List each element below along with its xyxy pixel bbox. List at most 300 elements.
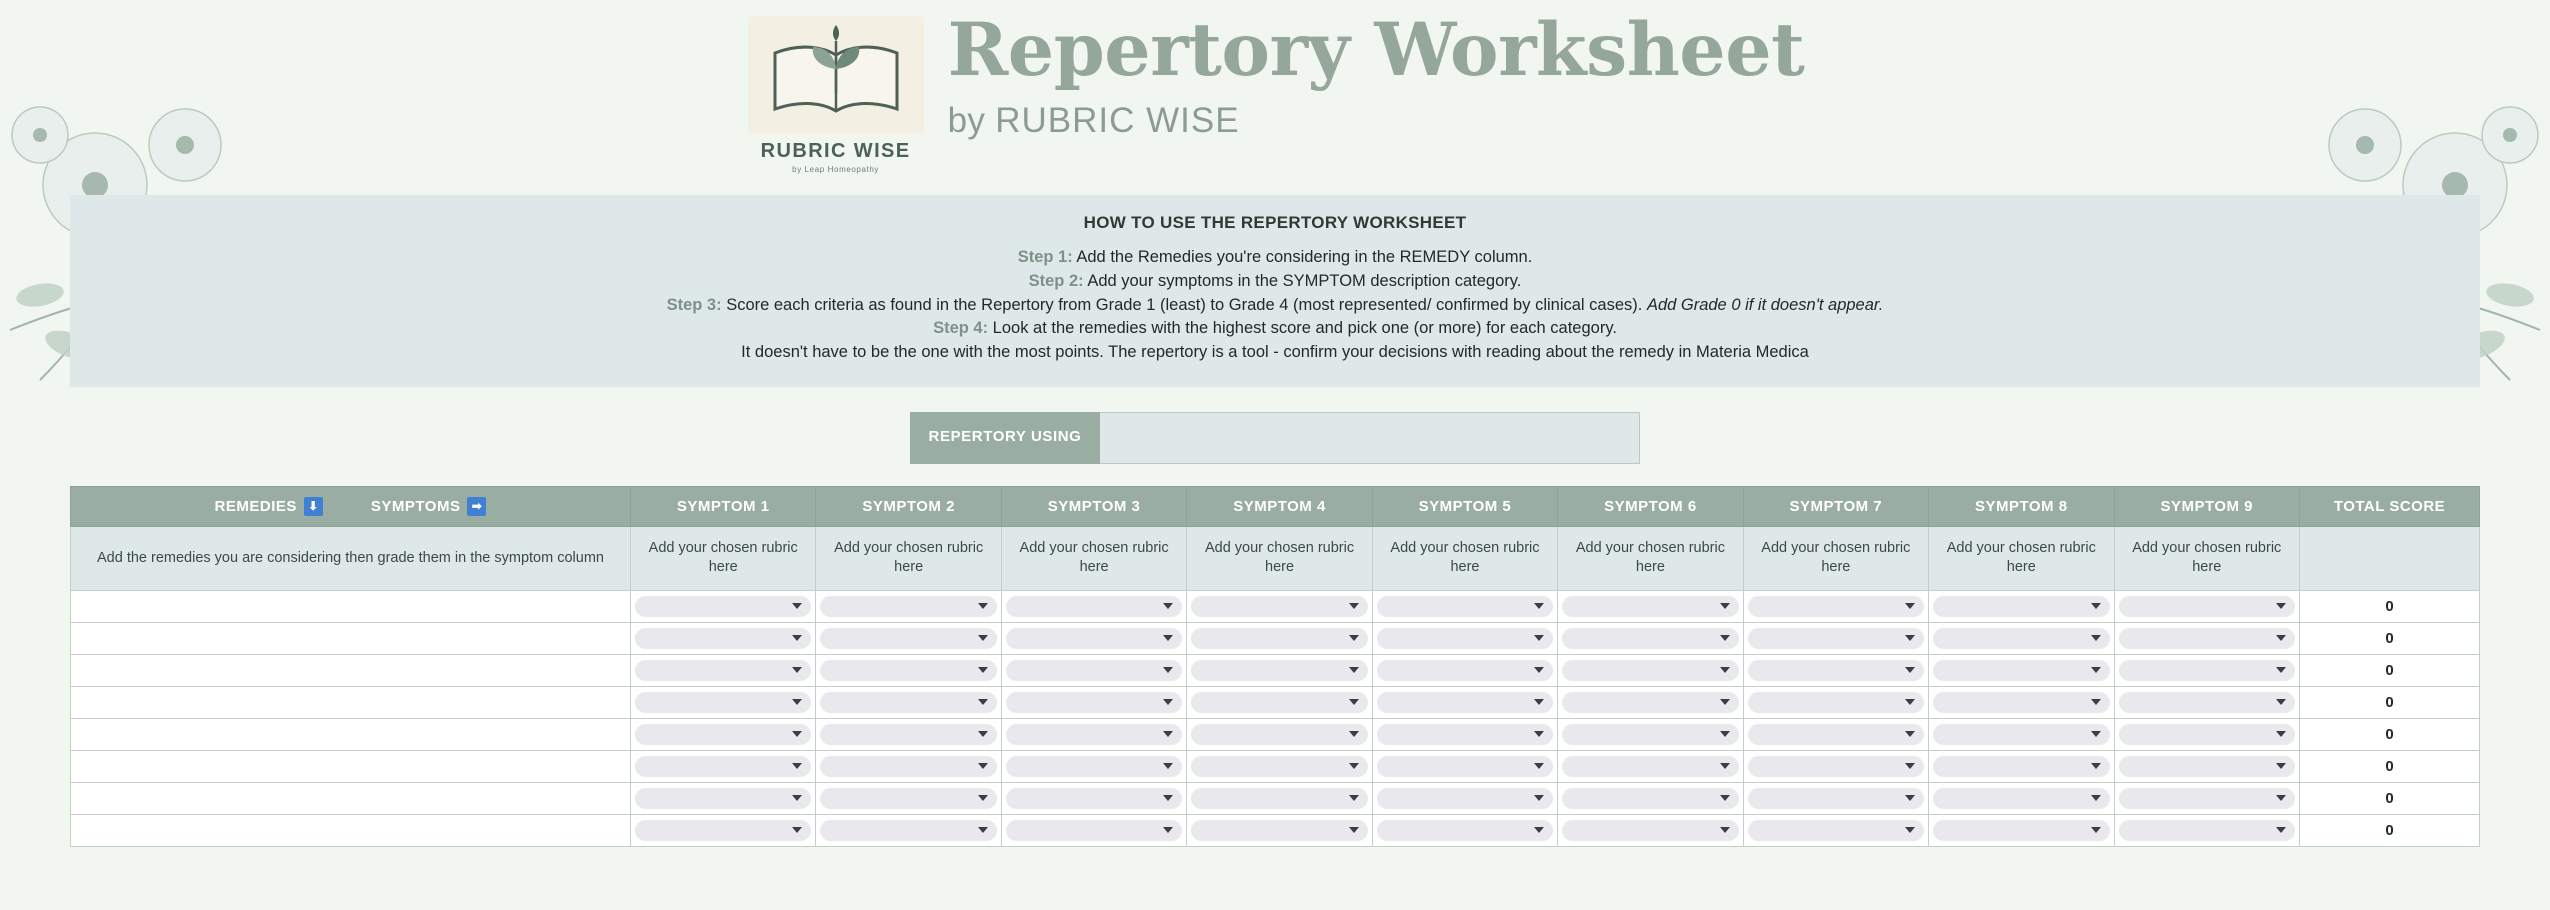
grade-dropdown[interactable] (635, 820, 811, 841)
total-score-cell: 0 (2300, 814, 2480, 846)
grade-cell (1929, 686, 2114, 718)
chevron-down-icon (792, 731, 802, 737)
chevron-down-icon (1720, 635, 1730, 641)
page-title: Repertory Worksheet (947, 7, 1805, 93)
grade-cell (1743, 590, 1928, 622)
grade-dropdown[interactable] (1933, 724, 2109, 745)
header-symptom-2: SYMPTOM 2 (816, 486, 1001, 526)
hint-symptom-8[interactable]: Add your chosen rubric here (1929, 526, 2114, 590)
grade-cell (1372, 590, 1557, 622)
grade-dropdown[interactable] (1006, 820, 1182, 841)
chevron-down-icon (1163, 731, 1173, 737)
grade-dropdown[interactable] (1191, 660, 1367, 681)
grade-dropdown[interactable] (2119, 692, 2296, 713)
grade-dropdown[interactable] (635, 596, 811, 617)
step-4-text: Look at the remedies with the highest score and pick one (or more) for each category. (988, 319, 1617, 338)
header-symptom-3: SYMPTOM 3 (1001, 486, 1186, 526)
grade-dropdown[interactable] (820, 820, 996, 841)
chevron-down-icon (1905, 603, 1915, 609)
hint-symptom-4[interactable]: Add your chosen rubric here (1187, 526, 1372, 590)
hint-symptom-7[interactable]: Add your chosen rubric here (1743, 526, 1928, 590)
grade-cell (2114, 622, 2300, 654)
grade-cell (816, 590, 1001, 622)
grade-dropdown[interactable] (1191, 756, 1367, 777)
step-3-note: Add Grade 0 if it doesn't appear. (1646, 295, 1884, 314)
grade-dropdown[interactable] (635, 628, 811, 649)
chevron-down-icon (2276, 827, 2286, 833)
grade-dropdown[interactable] (1933, 692, 2109, 713)
grade-dropdown[interactable] (1748, 756, 1924, 777)
chevron-down-icon (1534, 699, 1544, 705)
grade-dropdown[interactable] (635, 692, 811, 713)
chevron-down-icon (1163, 763, 1173, 769)
grade-dropdown[interactable] (1933, 660, 2109, 681)
grade-dropdown[interactable] (820, 724, 996, 745)
grade-dropdown[interactable] (1562, 660, 1738, 681)
chevron-down-icon (1349, 731, 1359, 737)
grade-cell (1929, 654, 2114, 686)
grade-cell (1558, 814, 1743, 846)
subtitle-prefix: by (947, 101, 996, 140)
hint-symptom-3[interactable]: Add your chosen rubric here (1001, 526, 1186, 590)
chevron-down-icon (978, 731, 988, 737)
header-symptom-4: SYMPTOM 4 (1187, 486, 1372, 526)
grade-cell (631, 718, 816, 750)
grade-cell (1929, 782, 2114, 814)
grade-dropdown[interactable] (1191, 692, 1367, 713)
header-symptom-7: SYMPTOM 7 (1743, 486, 1928, 526)
grade-cell (816, 782, 1001, 814)
table-hint-row (71, 526, 2480, 590)
grade-dropdown[interactable] (1933, 756, 2109, 777)
remedy-cell[interactable] (71, 782, 631, 814)
grade-cell (1001, 750, 1186, 782)
grade-dropdown[interactable] (2119, 756, 2296, 777)
hint-remedies: Add the remedies you are considering then grade them in the symptom column (71, 526, 631, 590)
repertory-using-group (910, 412, 1640, 464)
header-total-score: TOTAL SCORE (2300, 486, 2480, 526)
repertory-table (70, 486, 2480, 847)
chevron-down-icon (2091, 603, 2101, 609)
open-book-plant-icon (761, 23, 911, 127)
grade-dropdown[interactable] (1006, 788, 1182, 809)
grade-cell (1372, 750, 1557, 782)
chevron-down-icon (792, 667, 802, 673)
chevron-down-icon (978, 827, 988, 833)
logo-wordmark: RUBRIC WISE (760, 140, 911, 162)
grade-dropdown[interactable] (635, 756, 811, 777)
step-1-text: Add the Remedies you're considering in the REMEDY column. (1072, 248, 1533, 266)
grade-dropdown[interactable] (1562, 788, 1738, 809)
chevron-down-icon (2091, 827, 2101, 833)
hint-symptom-9[interactable]: Add your chosen rubric here (2114, 526, 2300, 590)
grade-dropdown[interactable] (1006, 660, 1182, 681)
chevron-down-icon (1349, 827, 1359, 833)
grade-cell (1001, 590, 1186, 622)
table-row (71, 686, 2480, 718)
step-2-text: Add your symptoms in the SYMPTOM description category. (1083, 271, 1522, 290)
grade-cell (1743, 814, 1928, 846)
grade-dropdown[interactable] (820, 660, 996, 681)
total-score-cell: 0 (2300, 590, 2480, 622)
grade-dropdown[interactable] (1006, 724, 1182, 745)
table-row (71, 782, 2480, 814)
grade-cell (1372, 622, 1557, 654)
grade-dropdown[interactable] (1377, 788, 1553, 809)
grade-cell (631, 654, 816, 686)
chevron-down-icon (792, 603, 802, 609)
chevron-down-icon (2091, 731, 2101, 737)
grade-cell (816, 654, 1001, 686)
grade-cell (1187, 814, 1372, 846)
grade-cell (1187, 654, 1372, 686)
table-row (71, 590, 2480, 622)
instruction-step-2 (80, 270, 2470, 294)
grade-dropdown[interactable] (1562, 692, 1738, 713)
grade-cell (1001, 654, 1186, 686)
grade-dropdown[interactable] (1377, 820, 1553, 841)
grade-dropdown[interactable] (2119, 596, 2296, 617)
hint-symptom-2[interactable]: Add your chosen rubric here (816, 526, 1001, 590)
grade-cell (1558, 654, 1743, 686)
repertory-using-label: REPERTORY USING (910, 412, 1100, 464)
grade-dropdown[interactable] (1562, 820, 1738, 841)
grade-cell (1187, 718, 1372, 750)
grade-dropdown[interactable] (820, 756, 996, 777)
grade-cell (816, 686, 1001, 718)
grade-dropdown[interactable] (1562, 756, 1738, 777)
chevron-down-icon (792, 635, 802, 641)
grade-dropdown[interactable] (1933, 628, 2109, 649)
grade-cell (2114, 718, 2300, 750)
grade-cell (816, 718, 1001, 750)
grade-dropdown[interactable] (2119, 788, 2296, 809)
instruction-step-3 (80, 294, 2470, 318)
grade-cell (1558, 750, 1743, 782)
grade-cell (1187, 622, 1372, 654)
table-row (71, 750, 2480, 782)
grade-dropdown[interactable] (1191, 820, 1367, 841)
grade-cell (2114, 686, 2300, 718)
page-subtitle (948, 101, 1805, 141)
chevron-down-icon (1720, 763, 1730, 769)
grade-cell (1558, 686, 1743, 718)
header-remedies-symptoms (71, 486, 631, 526)
grade-dropdown[interactable] (2119, 820, 2296, 841)
chevron-down-icon (2276, 635, 2286, 641)
grade-cell (1929, 622, 2114, 654)
total-score-cell: 0 (2300, 686, 2480, 718)
grade-dropdown[interactable] (1006, 628, 1182, 649)
repertory-using-row (0, 412, 2550, 464)
chevron-down-icon (1905, 699, 1915, 705)
chevron-down-icon (1720, 731, 1730, 737)
grade-cell (1743, 750, 1928, 782)
grade-cell (1001, 782, 1186, 814)
grade-dropdown[interactable] (2119, 660, 2296, 681)
grade-dropdown[interactable] (1562, 724, 1738, 745)
brand-name: RUBRIC WISE (995, 101, 1240, 140)
grade-cell (1929, 814, 2114, 846)
total-score-cell: 0 (2300, 750, 2480, 782)
chevron-down-icon (978, 667, 988, 673)
hint-symptom-5[interactable]: Add your chosen rubric here (1372, 526, 1557, 590)
grade-dropdown[interactable] (1562, 596, 1738, 617)
grade-dropdown[interactable] (1191, 724, 1367, 745)
grade-cell (1743, 686, 1928, 718)
grade-cell (1001, 814, 1186, 846)
grade-dropdown[interactable] (1748, 596, 1924, 617)
header-symptom-9: SYMPTOM 9 (2114, 486, 2300, 526)
grade-dropdown[interactable] (1377, 628, 1553, 649)
grade-dropdown[interactable] (2119, 724, 2296, 745)
chevron-down-icon (1349, 763, 1359, 769)
grade-dropdown[interactable] (1006, 692, 1182, 713)
grade-cell (631, 686, 816, 718)
grade-dropdown[interactable] (1377, 660, 1553, 681)
chevron-down-icon (1905, 667, 1915, 673)
table-row (71, 814, 2480, 846)
header-symptom-6: SYMPTOM 6 (1558, 486, 1743, 526)
step-3-label: Step 3: (666, 295, 722, 314)
hint-symptom-1[interactable]: Add your chosen rubric here (631, 526, 816, 590)
grade-cell (1187, 686, 1372, 718)
grade-cell (816, 750, 1001, 782)
grade-dropdown[interactable] (1748, 820, 1924, 841)
grade-cell (1372, 654, 1557, 686)
chevron-down-icon (2091, 635, 2101, 641)
chevron-down-icon (1534, 667, 1544, 673)
chevron-down-icon (1163, 699, 1173, 705)
grade-cell (1187, 590, 1372, 622)
right-arrow-icon: ➡ (467, 497, 486, 516)
repertory-using-input[interactable] (1100, 412, 1640, 464)
chevron-down-icon (1534, 795, 1544, 801)
grade-cell (1372, 686, 1557, 718)
chevron-down-icon (1534, 763, 1544, 769)
grade-dropdown[interactable] (1748, 660, 1924, 681)
grade-cell (631, 622, 816, 654)
grade-cell (1929, 590, 2114, 622)
grade-dropdown[interactable] (1377, 724, 1553, 745)
chevron-down-icon (1349, 699, 1359, 705)
table-row (71, 718, 2480, 750)
grade-cell (2114, 814, 2300, 846)
chevron-down-icon (978, 603, 988, 609)
grade-cell (816, 814, 1001, 846)
grade-dropdown[interactable] (1191, 596, 1367, 617)
grade-dropdown[interactable] (820, 692, 996, 713)
chevron-down-icon (1720, 699, 1730, 705)
grade-dropdown[interactable] (1748, 628, 1924, 649)
step-4-label: Step 4: (933, 319, 989, 338)
chevron-down-icon (2276, 763, 2286, 769)
grade-cell (1929, 718, 2114, 750)
chevron-down-icon (2091, 667, 2101, 673)
chevron-down-icon (1163, 827, 1173, 833)
chevron-down-icon (792, 827, 802, 833)
instructions-panel (70, 195, 2480, 387)
logo (746, 16, 926, 174)
chevron-down-icon (1534, 731, 1544, 737)
grade-dropdown[interactable] (635, 660, 811, 681)
chevron-down-icon (1905, 635, 1915, 641)
chevron-down-icon (1163, 795, 1173, 801)
chevron-down-icon (978, 795, 988, 801)
total-score-cell: 0 (2300, 782, 2480, 814)
logo-book-icon (748, 16, 924, 134)
grade-cell (1001, 718, 1186, 750)
chevron-down-icon (2276, 731, 2286, 737)
total-score-cell: 0 (2300, 718, 2480, 750)
chevron-down-icon (978, 699, 988, 705)
chevron-down-icon (1720, 795, 1730, 801)
chevron-down-icon (2091, 699, 2101, 705)
grade-cell (1372, 814, 1557, 846)
grade-dropdown[interactable] (1377, 756, 1553, 777)
header-symptom-8: SYMPTOM 8 (1929, 486, 2114, 526)
grade-dropdown[interactable] (1933, 596, 2109, 617)
grade-dropdown[interactable] (635, 788, 811, 809)
instruction-step-4 (80, 317, 2470, 341)
chevron-down-icon (1534, 603, 1544, 609)
table-row (71, 654, 2480, 686)
grade-dropdown[interactable] (1191, 628, 1367, 649)
chevron-down-icon (1534, 635, 1544, 641)
grade-dropdown[interactable] (1933, 788, 2109, 809)
grade-cell (2114, 590, 2300, 622)
instructions-footer: It doesn't have to be the one with the most points. The repertory is a tool - confirm your decisions with reading about the remedy in Materia Medica (741, 343, 1809, 361)
chevron-down-icon (1163, 635, 1173, 641)
grade-dropdown[interactable] (1933, 820, 2109, 841)
chevron-down-icon (2276, 795, 2286, 801)
chevron-down-icon (1905, 827, 1915, 833)
grade-dropdown[interactable] (820, 628, 996, 649)
chevron-down-icon (2276, 699, 2286, 705)
chevron-down-icon (1163, 667, 1173, 673)
grade-cell (1558, 622, 1743, 654)
grade-cell (1187, 782, 1372, 814)
chevron-down-icon (978, 763, 988, 769)
grade-dropdown[interactable] (1748, 788, 1924, 809)
title-block (948, 8, 1805, 141)
chevron-down-icon (1349, 635, 1359, 641)
grade-dropdown[interactable] (1562, 628, 1738, 649)
remedy-cell[interactable] (71, 654, 631, 686)
header-symptom-5: SYMPTOM 5 (1372, 486, 1557, 526)
grade-cell (1372, 782, 1557, 814)
grade-dropdown[interactable] (2119, 628, 2296, 649)
grade-dropdown[interactable] (1748, 692, 1924, 713)
total-score-cell: 0 (2300, 622, 2480, 654)
grade-cell (1372, 718, 1557, 750)
grade-cell (1558, 718, 1743, 750)
hint-symptom-6[interactable]: Add your chosen rubric here (1558, 526, 1743, 590)
header-symptoms (371, 497, 487, 516)
chevron-down-icon (1905, 795, 1915, 801)
grade-cell (2114, 654, 2300, 686)
chevron-down-icon (2276, 667, 2286, 673)
grade-dropdown[interactable] (1748, 724, 1924, 745)
header-remedies-label: REMEDIES (214, 497, 297, 515)
remedy-cell[interactable] (71, 686, 631, 718)
remedy-cell[interactable] (71, 718, 631, 750)
chevron-down-icon (1905, 731, 1915, 737)
header-remedies (215, 497, 323, 516)
chevron-down-icon (2091, 795, 2101, 801)
grade-cell (1187, 750, 1372, 782)
grade-cell (1001, 686, 1186, 718)
step-2-label: Step 2: (1028, 271, 1084, 290)
grade-dropdown[interactable] (1377, 596, 1553, 617)
grade-dropdown[interactable] (820, 596, 996, 617)
grade-cell (631, 814, 816, 846)
download-arrow-icon: ⬇ (304, 497, 323, 516)
chevron-down-icon (2091, 763, 2101, 769)
grade-cell (1743, 782, 1928, 814)
header-symptom-1: SYMPTOM 1 (631, 486, 816, 526)
grade-cell (1743, 622, 1928, 654)
grade-dropdown[interactable] (1191, 788, 1367, 809)
grade-dropdown[interactable] (1006, 596, 1182, 617)
step-1-label: Step 1: (1017, 248, 1073, 266)
chevron-down-icon (1349, 667, 1359, 673)
grade-cell (1558, 782, 1743, 814)
grade-cell (2114, 750, 2300, 782)
grade-cell (1558, 590, 1743, 622)
grade-cell (631, 590, 816, 622)
table-header (71, 486, 2480, 526)
grade-dropdown[interactable] (1377, 692, 1553, 713)
remedy-cell[interactable] (71, 622, 631, 654)
chevron-down-icon (1163, 603, 1173, 609)
chevron-down-icon (1534, 827, 1544, 833)
grade-cell (1001, 622, 1186, 654)
remedy-cell[interactable] (71, 750, 631, 782)
grade-cell (1743, 718, 1928, 750)
grade-cell (631, 750, 816, 782)
chevron-down-icon (1720, 667, 1730, 673)
chevron-down-icon (1720, 827, 1730, 833)
grade-cell (816, 622, 1001, 654)
chevron-down-icon (792, 763, 802, 769)
chevron-down-icon (1349, 795, 1359, 801)
chevron-down-icon (1720, 603, 1730, 609)
grade-cell (2114, 782, 2300, 814)
chevron-down-icon (1905, 763, 1915, 769)
grade-dropdown[interactable] (820, 788, 996, 809)
header-symptoms-label: SYMPTOMS (370, 497, 461, 515)
chevron-down-icon (2276, 603, 2286, 609)
grade-dropdown[interactable] (635, 724, 811, 745)
table-row (71, 622, 2480, 654)
grade-dropdown[interactable] (1006, 756, 1182, 777)
page-header (0, 0, 2550, 195)
instruction-step-1 (80, 246, 2470, 270)
step-3-text: Score each criteria as found in the Repertory from Grade 1 (least) to Grade 4 (most represented/ confirmed by clinical cases). (721, 295, 1647, 314)
hint-total (2300, 526, 2480, 590)
table-body (71, 590, 2480, 846)
chevron-down-icon (792, 795, 802, 801)
chevron-down-icon (792, 699, 802, 705)
grade-cell (1743, 654, 1928, 686)
logo-tagline: by Leap Homeopathy (792, 165, 880, 174)
remedy-cell[interactable] (71, 590, 631, 622)
grade-cell (631, 782, 816, 814)
remedy-cell[interactable] (71, 814, 631, 846)
chevron-down-icon (1349, 603, 1359, 609)
total-score-cell: 0 (2300, 654, 2480, 686)
